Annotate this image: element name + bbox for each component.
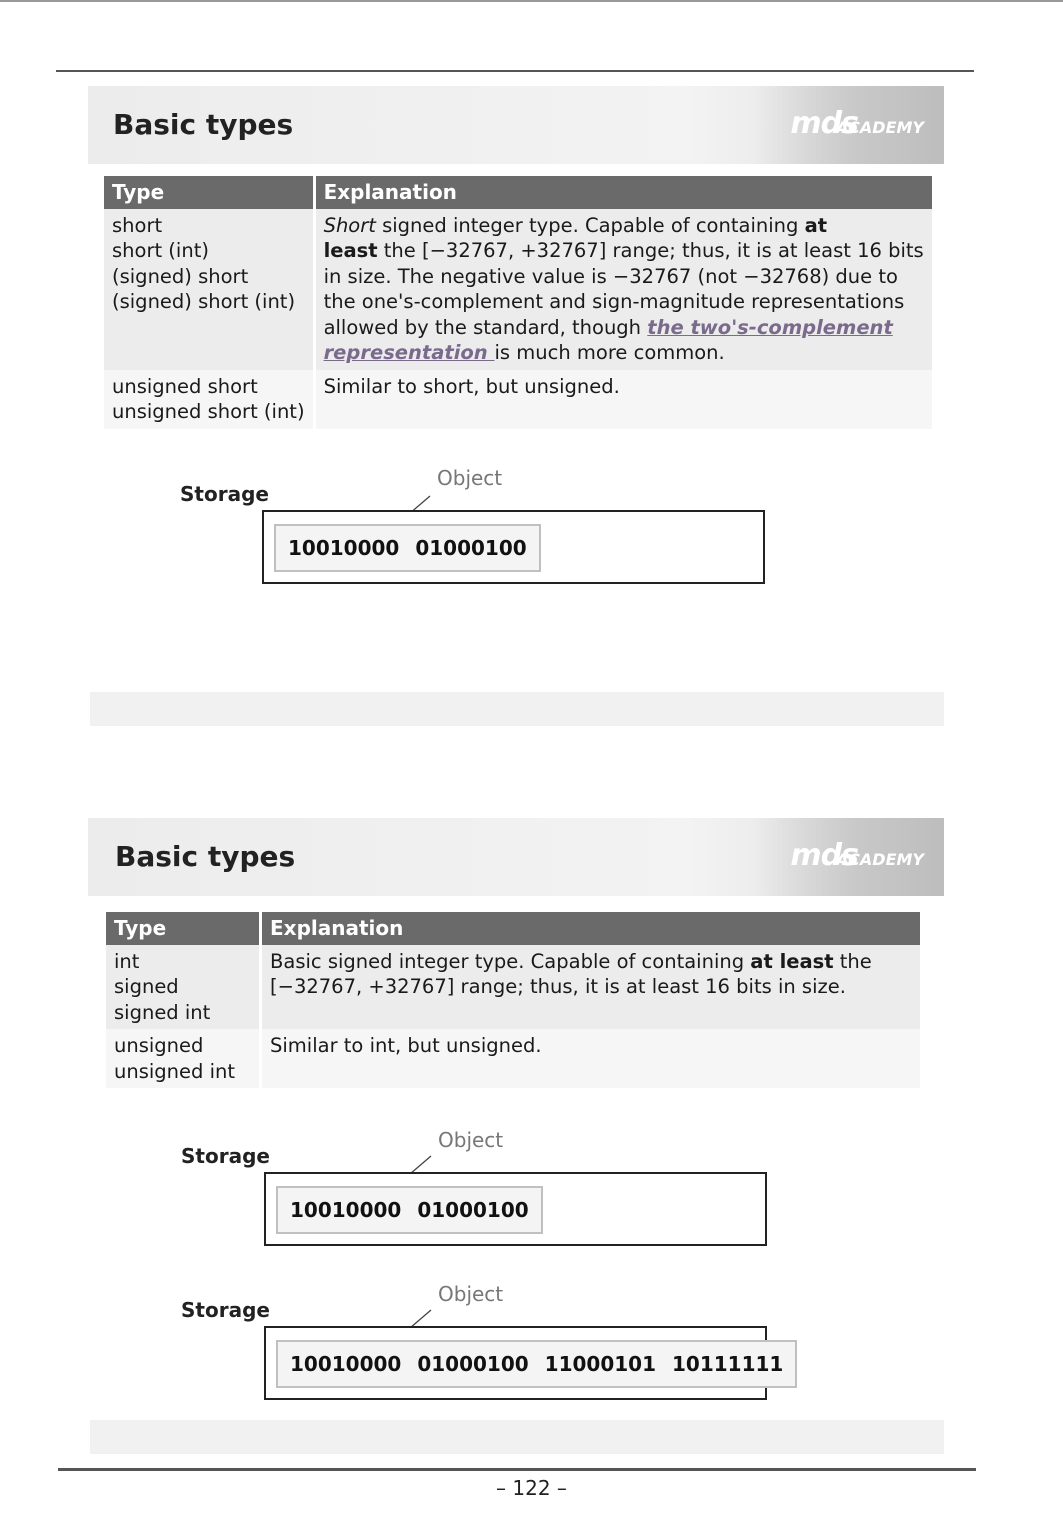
- emphasis-at: at: [804, 213, 828, 237]
- storage-box: [264, 1172, 767, 1246]
- type-name: signed int: [114, 1000, 211, 1024]
- mds-academy-logo: [754, 86, 944, 164]
- explanation-line: [270, 949, 912, 975]
- slide-1-title: Basic types: [113, 108, 294, 141]
- top-rule: [56, 70, 974, 72]
- type-name: unsigned int: [114, 1059, 236, 1083]
- object-label: Object: [437, 466, 503, 490]
- type-name: unsigned short (int): [112, 400, 305, 423]
- emphasis-at-least: at least: [750, 949, 834, 973]
- storage-box: [262, 510, 765, 584]
- type-cell: [106, 945, 262, 1030]
- header-explanation: Explanation: [316, 176, 932, 209]
- table-row: [104, 370, 932, 429]
- logo-academy: ACADEMY: [836, 118, 924, 137]
- explanation-text: is much more common.: [494, 341, 725, 364]
- slide-2-banner: [88, 818, 944, 896]
- slide-2: [88, 818, 944, 1458]
- explanation-text: allowed by the standard, though: [323, 315, 648, 339]
- explanation-line: [324, 213, 924, 239]
- object-label: Object: [438, 1128, 504, 1152]
- object-bytes: [274, 524, 541, 572]
- mds-academy-logo: [754, 818, 944, 896]
- header-type: Type: [104, 176, 316, 209]
- type-name: short (int): [112, 239, 209, 262]
- byte-value: 10010000: [290, 1352, 402, 1376]
- twos-complement-link[interactable]: the two's-complement: [647, 315, 893, 339]
- object-label: Object: [438, 1282, 504, 1306]
- storage-label: Storage: [181, 1298, 270, 1322]
- type-name: signed: [114, 975, 179, 998]
- byte-value: 10111111: [671, 1352, 784, 1376]
- type-name: int: [114, 949, 140, 973]
- storage-label: Storage: [180, 482, 269, 506]
- storage-label: Storage: [181, 1144, 270, 1168]
- slide-1-banner: [88, 86, 944, 164]
- explanation-cell: Similar to int, but unsigned.: [262, 1029, 920, 1088]
- logo-mds: mds: [790, 838, 858, 873]
- emphasis-least: least: [323, 239, 378, 262]
- type-name: unsigned short: [112, 374, 258, 398]
- explanation-text: signed integer type. Capable of containing: [375, 213, 805, 237]
- explanation-line: [324, 340, 924, 366]
- table-row: [106, 945, 920, 1030]
- byte-value: 01000100: [415, 536, 527, 560]
- type-cell: [106, 1029, 262, 1088]
- header-explanation: Explanation: [262, 912, 920, 945]
- logo-academy: ACADEMY: [836, 850, 924, 869]
- type-name: unsigned: [114, 1034, 204, 1057]
- byte-value: 01000100: [417, 1198, 529, 1222]
- types-table-short: [104, 176, 932, 429]
- byte-value: 01000100: [417, 1352, 529, 1376]
- explanation-line: in size. The negative value is −32767 (not −32768) due to: [323, 264, 898, 288]
- type-cell: [104, 209, 316, 370]
- page-number: – 122 –: [496, 1476, 567, 1500]
- explanation-line: the one's-complement and sign-magnitude representations: [323, 290, 905, 313]
- representation-link[interactable]: representation: [323, 341, 495, 364]
- explanation-text: the: [833, 949, 872, 973]
- table-row: [104, 209, 932, 370]
- explanation-text: Basic signed integer type. Capable of containing: [270, 949, 751, 973]
- byte-value: 11000101: [544, 1352, 656, 1376]
- explanation-cell: [316, 209, 932, 370]
- explanation-line: [−32767, +32767] range; thus, it is at least 16 bits in size.: [270, 975, 846, 998]
- explanation-cell: [262, 945, 920, 1030]
- divider-strip: [90, 692, 944, 726]
- explanation-line: [324, 238, 924, 264]
- explanation-cell: Similar to short, but unsigned.: [316, 370, 932, 429]
- types-table-int: [106, 912, 920, 1088]
- object-bytes: [276, 1340, 797, 1388]
- byte-value: 10010000: [290, 1198, 402, 1222]
- header-type: Type: [106, 912, 262, 945]
- type-name: (signed) short (int): [112, 290, 296, 313]
- storage-box: [264, 1326, 784, 1400]
- bottom-rule: [58, 1468, 976, 1471]
- divider-strip: [90, 1420, 944, 1454]
- type-name: (signed) short: [112, 264, 249, 288]
- table-row: [106, 1029, 920, 1088]
- logo-mds: mds: [790, 106, 858, 141]
- explanation-line: [324, 315, 924, 341]
- page-edge: [0, 0, 1063, 2]
- slide-1: [88, 86, 944, 606]
- slide-2-title: Basic types: [115, 840, 296, 873]
- explanation-text: the [−32767, +32767] range; thus, it is at least 16 bits: [377, 239, 924, 262]
- emphasis-short: Short: [323, 213, 376, 237]
- type-name: short: [112, 213, 163, 237]
- type-cell: [104, 370, 316, 429]
- object-bytes: [276, 1186, 543, 1234]
- byte-value: 10010000: [288, 536, 400, 560]
